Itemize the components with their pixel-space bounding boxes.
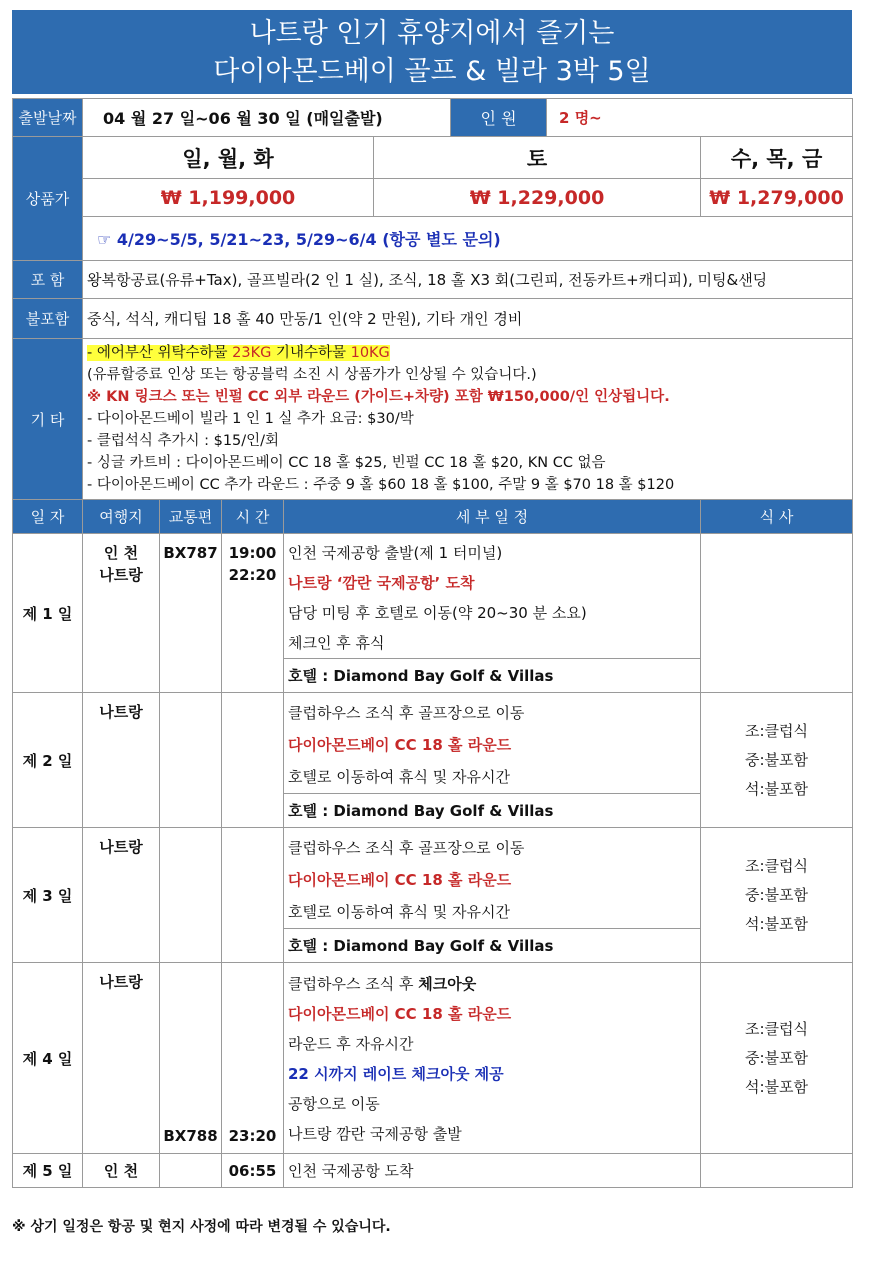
price-days-3: 수, 목, 금 [701, 137, 853, 179]
price-label: 상품가 [13, 137, 83, 261]
day-meal: 조:클럽식 중:불포함 석:불포함 [701, 963, 853, 1154]
schedule-line: 인천 국제공항 출발(제 1 터미널) [288, 544, 503, 562]
people-value: 2 명~ [547, 99, 853, 137]
hotel-line: 호텔 : Diamond Bay Golf & Villas [284, 928, 700, 962]
day-flight [160, 828, 222, 963]
day-row [13, 693, 853, 828]
etc-baggage-line [83, 342, 852, 364]
depart-value: 04 월 27 일~06 월 30 일 (매일출발) [83, 99, 451, 137]
itinerary-table [12, 98, 853, 1188]
baggage-highlight: - 에어부산 위탁수하물 23KG 기내수하물 10KG [87, 345, 390, 361]
footer-note: ※ 상기 일정은 항공 및 현지 사정에 따라 변경될 수 있습니다. [12, 1219, 391, 1235]
day-row [13, 828, 853, 963]
col-transport: 교통편 [160, 500, 222, 534]
schedule-line: 클럽하우스 조식 후 골프장으로 이동 [288, 839, 525, 857]
day-meal: 조:클럽식 중:불포함 석:불포함 [701, 828, 853, 963]
day-detail [284, 693, 701, 828]
day-meal: 조:클럽식 중:불포함 석:불포함 [701, 693, 853, 828]
col-place: 여행지 [83, 500, 160, 534]
day-label: 제 3 일 [13, 828, 83, 963]
price-days-1: 일, 월, 화 [83, 137, 374, 179]
page-title [12, 10, 852, 94]
day-place: 인 천 나트랑 [83, 534, 160, 693]
schedule-line: 다이아몬드베이 CC 18 홀 라운드 [288, 871, 512, 889]
etc-content [83, 339, 853, 500]
day-meal [701, 534, 853, 693]
title-line-1: 나트랑 인기 휴양지에서 즐기는 [249, 18, 615, 49]
etc-line-3: ※ KN 링크스 또는 빈펄 CC 외부 라운드 (가이드+차량) 포함 ₩150,000/인 인상됩니다. [87, 389, 670, 405]
day-time: 06:55 [222, 1154, 284, 1188]
day-meal [701, 1154, 853, 1188]
day-detail: 인천 국제공항 도착 [284, 1154, 701, 1188]
schedule-line: 클럽하우스 조식 후 골프장으로 이동 [288, 704, 525, 722]
price-value-3: ₩ 1,279,000 [701, 179, 853, 217]
title-line-2: 다이아몬드베이 골프 & 빌라 3박 5일 [213, 56, 651, 87]
day-flight [160, 693, 222, 828]
day-time: 19:00 22:20 [222, 534, 284, 693]
day-label: 제 1 일 [13, 534, 83, 693]
schedule-line: 담당 미팅 후 호텔로 이동(약 20~30 분 소요) [288, 604, 587, 622]
schedule-line: 호텔로 이동하여 휴식 및 자유시간 [288, 903, 510, 921]
etc-line-4: - 다이아몬드베이 빌라 1 인 1 실 추가 요금: $30/박 [87, 411, 414, 427]
price-note: ☞ 4/29~5/5, 5/21~23, 5/29~6/4 (항공 별도 문의) [83, 217, 853, 261]
day-row [13, 534, 853, 693]
day-place: 인 천 [83, 1154, 160, 1188]
depart-label: 출발날짜 [13, 99, 83, 137]
hotel-line: 호텔 : Diamond Bay Golf & Villas [284, 658, 700, 692]
etc-line-7: - 다이아몬드베이 CC 추가 라운드 : 주중 9 홀 $60 18 홀 $100, 주말 9 홀 $70 18 홀 $120 [87, 477, 675, 493]
day-label: 제 2 일 [13, 693, 83, 828]
etc-label: 기 타 [13, 339, 83, 500]
exclude-label: 불포함 [13, 299, 83, 339]
day-place: 나트랑 [83, 963, 160, 1154]
schedule-line: 다이아몬드베이 CC 18 홀 라운드 [288, 736, 512, 754]
day-place: 나트랑 [83, 693, 160, 828]
etc-line-2: (유류할증료 인상 또는 항공블럭 소진 시 상품가가 인상될 수 있습니다.) [87, 367, 537, 383]
day-flight: BX787 [160, 534, 222, 693]
col-meal: 식 사 [701, 500, 853, 534]
day-detail [284, 534, 701, 693]
day-place: 나트랑 [83, 828, 160, 963]
price-value-1: ₩ 1,199,000 [83, 179, 374, 217]
day-time [222, 828, 284, 963]
schedule-line: 다이아몬드베이 CC 18 홀 라운드 [288, 1005, 512, 1023]
schedule-line: 나트랑 ‘깜란 국제공항’ 도착 [288, 574, 475, 592]
exclude-value: 중식, 석식, 캐디팁 18 홀 40 만동/1 인(약 2 만원), 기타 개인 경비 [83, 299, 853, 339]
schedule-line: 22 시까지 레이트 체크아웃 제공 [288, 1065, 504, 1083]
schedule-line: 체크인 후 휴식 [288, 634, 385, 652]
col-time: 시 간 [222, 500, 284, 534]
schedule-line: 라운드 후 자유시간 [288, 1035, 414, 1053]
day-detail [284, 828, 701, 963]
day-time [222, 693, 284, 828]
day-flight: BX788 [160, 963, 222, 1154]
day-time: 23:20 [222, 963, 284, 1154]
day-row [13, 1154, 853, 1188]
schedule-line: 클럽하우스 조식 후 체크아웃 [288, 975, 477, 993]
include-value: 왕복항공료(유류+Tax), 골프빌라(2 인 1 실), 조식, 18 홀 X3 회(그린피, 전동카트+캐디피), 미팅&샌딩 [83, 261, 853, 299]
people-label: 인 원 [451, 99, 547, 137]
price-days-2: 토 [374, 137, 701, 179]
include-label: 포 함 [13, 261, 83, 299]
price-value-2: ₩ 1,229,000 [374, 179, 701, 217]
day-label: 제 5 일 [13, 1154, 83, 1188]
hotel-line: 호텔 : Diamond Bay Golf & Villas [284, 793, 700, 827]
day-detail [284, 963, 701, 1154]
schedule-line: 나트랑 깜란 국제공항 출발 [288, 1125, 462, 1143]
day-flight [160, 1154, 222, 1188]
etc-line-5: - 클럽석식 추가시 : $15/인/회 [87, 433, 280, 449]
schedule-line: 호텔로 이동하여 휴식 및 자유시간 [288, 768, 510, 786]
etc-line-6: - 싱글 카트비 : 다이아몬드베이 CC 18 홀 $25, 빈펄 CC 18 홀 $20, KN CC 없음 [87, 455, 606, 471]
schedule-line: 공항으로 이동 [288, 1095, 380, 1113]
day-label: 제 4 일 [13, 963, 83, 1154]
col-detail: 세 부 일 정 [284, 500, 701, 534]
day-row [13, 963, 853, 1154]
col-day: 일 자 [13, 500, 83, 534]
